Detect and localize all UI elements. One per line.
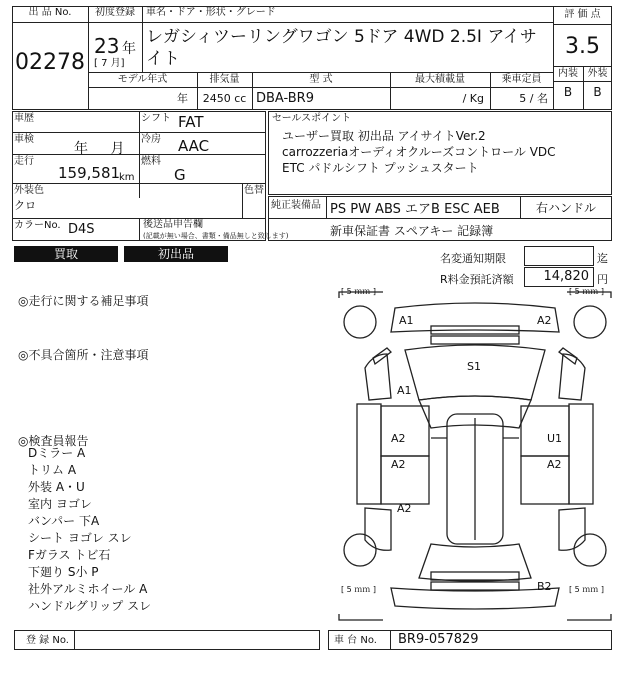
inspector-item: Dミラー A bbox=[28, 446, 86, 460]
front-bumper-shape bbox=[391, 303, 559, 332]
mark-door-rear-right: A2 bbox=[547, 458, 562, 471]
type-label: 型 式 bbox=[309, 74, 333, 85]
fuel-label: 燃料 bbox=[141, 156, 161, 167]
max-load-label: 最大積載量 bbox=[415, 74, 465, 85]
model-year-label: モデル年式 bbox=[117, 74, 168, 85]
car-diagram-svg bbox=[335, 288, 615, 628]
lot-no-label: 出 品 No. bbox=[28, 7, 72, 18]
mark-door-rear-left: A2 bbox=[391, 458, 406, 471]
history-label: 車歴 bbox=[14, 113, 34, 124]
capacity-value: 5 / 名 bbox=[519, 92, 548, 105]
driving-notes-label: ◎走行に関する補足事項 bbox=[18, 294, 149, 308]
mark-door-front-right: U1 bbox=[547, 432, 563, 445]
mark-front-left: A1 bbox=[399, 314, 414, 327]
color-no-label: カラーNo. bbox=[14, 220, 61, 231]
shift-value: FAT bbox=[178, 113, 204, 131]
reg-month: [ 7 月] bbox=[94, 58, 125, 69]
aftermarket-label: 後送品申告欄 bbox=[143, 219, 203, 230]
inspector-item: ハンドルグリップ スレ bbox=[28, 599, 152, 613]
car-diagram bbox=[335, 288, 615, 628]
inspector-item: バンパー 下A bbox=[28, 514, 100, 528]
inspector-list bbox=[28, 446, 151, 616]
reg-year: 23 bbox=[94, 34, 120, 58]
rear-bumper-shape bbox=[391, 588, 559, 609]
mark-rear-right: B2 bbox=[537, 580, 552, 593]
inspector-item: トリム A bbox=[28, 463, 77, 477]
interior-label: 内装 bbox=[558, 68, 578, 79]
name-change-box bbox=[524, 246, 594, 266]
type-value: DBA-BR9 bbox=[256, 91, 314, 106]
recycle-amount: 14,820 bbox=[524, 267, 594, 287]
defects-label: ◎不具合箇所・注意事項 bbox=[18, 348, 149, 362]
repaint-label: 色替 bbox=[244, 185, 264, 196]
grade-label: 評 価 点 bbox=[564, 9, 601, 20]
car-name-label: 車名・ドア・形状・グレード bbox=[146, 7, 276, 18]
tire-label-rear-left: [ 5 ｍｍ ] bbox=[341, 585, 376, 594]
inspector-item: Fガラス トビ石 bbox=[28, 548, 111, 562]
name-change-label: 名変通知期限 bbox=[440, 252, 506, 265]
grade-value: 3.5 bbox=[565, 34, 600, 59]
mileage-unit: km bbox=[119, 172, 135, 183]
inspection-value: 年 月 bbox=[74, 141, 125, 157]
chassis-label: 車 台 No. bbox=[334, 635, 377, 646]
sales-points-line-2: carrozzeriaオーディオクルーズコントロール VDC bbox=[282, 145, 556, 159]
name-change-unit: 迄 bbox=[597, 252, 608, 265]
model-year-unit: 年 bbox=[177, 92, 188, 105]
color-no-value: D4S bbox=[68, 222, 95, 237]
displacement-value: 2450 cc bbox=[202, 92, 247, 105]
mileage-label: 走行 bbox=[14, 156, 34, 167]
color-value: クロ bbox=[14, 199, 36, 212]
ac-value: AAC bbox=[178, 137, 210, 155]
tire-rear-left bbox=[344, 534, 376, 566]
mark-front-right: A2 bbox=[537, 314, 552, 327]
tire-front-right bbox=[574, 306, 606, 338]
interior-grade: B bbox=[563, 85, 573, 99]
equipment-items: PS PW ABS エアB ESC AEB bbox=[330, 202, 500, 217]
exterior-label: 外装 bbox=[587, 68, 608, 79]
chassis-no: BR9-057829 bbox=[398, 632, 479, 647]
recycle-unit: 円 bbox=[597, 273, 608, 286]
displacement-label: 排気量 bbox=[209, 74, 240, 85]
inspector-item: 外装 A・U bbox=[28, 480, 85, 494]
inspection-label: 車検 bbox=[14, 134, 34, 145]
reg-year-unit: 年 bbox=[122, 41, 136, 57]
recycle-label: R料金預託済額 bbox=[440, 273, 514, 286]
aftermarket-note: (記載が無い場合、書類・備品無しと致します) bbox=[143, 232, 289, 240]
tire-label-front-left: [ 5 ｍｍ ] bbox=[341, 287, 376, 296]
color-label: 外装色 bbox=[14, 185, 44, 196]
documents: 新車保証書 スペアキー 記録簿 bbox=[330, 224, 494, 238]
mark-hood: S1 bbox=[467, 360, 481, 373]
reg-no-label: 登 録 No. bbox=[26, 635, 69, 646]
tire-rear-right bbox=[574, 534, 606, 566]
lot-no: 02278 bbox=[15, 50, 85, 75]
inspector-label: ◎検査員報告 bbox=[18, 434, 89, 448]
inspector-item: 社外アルミホイール A bbox=[28, 582, 148, 596]
tag-first-listing: 初出品 bbox=[124, 246, 228, 262]
mark-fender-left: A1 bbox=[397, 384, 412, 397]
first-reg-label: 初度登録 bbox=[95, 7, 135, 18]
mileage-value: 159,581 bbox=[58, 164, 121, 182]
ac-label: 冷房 bbox=[141, 134, 161, 145]
sales-points-title: セールスポイント bbox=[272, 113, 352, 124]
tire-label-rear-right: [ 5 ｍｍ ] bbox=[569, 585, 604, 594]
steering-position: 右ハンドル bbox=[535, 201, 596, 215]
mark-quarter-left: A2 bbox=[397, 502, 412, 515]
sales-points-line-1: ユーザー買取 初出品 アイサイトVer.2 bbox=[282, 129, 486, 143]
tag-buy: 買取 bbox=[14, 246, 118, 262]
fuel-value: G bbox=[174, 166, 186, 184]
exterior-grade: B bbox=[593, 85, 602, 99]
capacity-label: 乗車定員 bbox=[501, 74, 542, 85]
inspector-item: 下廻り S小 P bbox=[28, 565, 99, 579]
shift-label: シフト bbox=[141, 113, 171, 124]
inspector-item: 室内 ヨゴレ bbox=[28, 497, 92, 511]
tire-front-left bbox=[344, 306, 376, 338]
equipment-label: 純正装備品 bbox=[271, 200, 321, 211]
car-name: レガシィツーリングワゴン 5ドア 4WD 2.5I アイサイト bbox=[146, 27, 537, 69]
inspector-item: シート ヨゴレ スレ bbox=[28, 531, 132, 545]
tire-label-front-right: [ 5 ｍｍ ] bbox=[569, 287, 604, 296]
max-load-value: / Kg bbox=[462, 92, 484, 105]
mark-door-front-left: A2 bbox=[391, 432, 406, 445]
sales-points-line-3: ETC パドルシフト プッシュスタート bbox=[282, 161, 479, 175]
